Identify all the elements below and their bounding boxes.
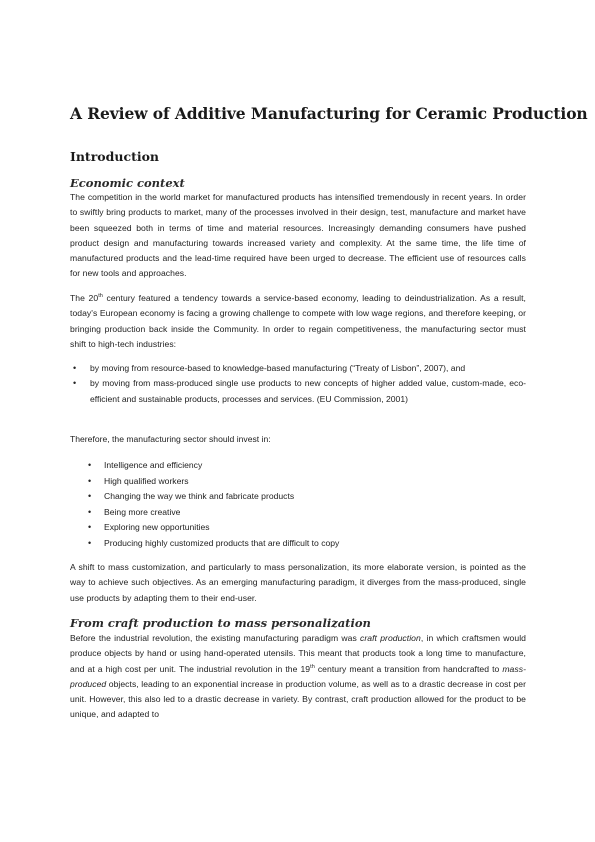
bullet-icon: •: [88, 522, 92, 532]
list-item: [88, 458, 508, 474]
paragraph-text: , in which craftsmen would produce objects by hand or using hand-operated utensils. This meant that products took a long time to manufacture, and at a high cost per unit. The industrial revolution in the 19: [70, 633, 526, 674]
paragraph-industrial-revolution: [70, 631, 526, 723]
list-item: [88, 536, 508, 552]
list-item: [88, 474, 508, 490]
list-item-text: Producing highly customized products that are difficult to copy: [104, 537, 340, 548]
list-item-text: by moving from mass-produced single use products to new concepts of higher added value, custom-made, eco-efficient and sustainable products, processes and services. (EU Commission, 2001): [90, 378, 526, 404]
paragraph-text: objects, leading to an exponential increase in production volume, as well as to a drastic decrease in cost per unit. However, this also led to a drastic decrease in variety. By contrast, craft production allowed for the product to be unique, and adapted to: [70, 678, 526, 720]
paragraph-20th-century: [70, 291, 526, 352]
paragraph-text: Before the industrial revolution, the existing manufacturing paradigm was: [70, 633, 361, 643]
list-item: [70, 376, 526, 407]
list-item: [70, 361, 526, 376]
list-item-text: by moving from resource-based to knowledge-based manufacturing (“Treaty of Lisbon”, 2007), and: [90, 363, 466, 373]
list-item-text: Exploring new opportunities: [104, 522, 210, 532]
list-item: [88, 505, 508, 521]
bullet-list-shift: [70, 361, 526, 407]
bullet-icon: •: [88, 491, 92, 501]
list-item-text: Being more creative: [104, 506, 181, 517]
emphasis-craft-production: craft production: [360, 633, 421, 643]
list-item-text: Intelligence and efficiency: [104, 460, 203, 470]
list-item-text: High qualified workers: [104, 475, 189, 486]
bullet-icon: •: [88, 537, 92, 548]
bullet-icon: •: [73, 363, 77, 373]
list-item: [88, 520, 508, 536]
list-item: [88, 489, 508, 505]
bullet-icon: •: [88, 460, 92, 470]
section-heading-introduction: Introduction: [70, 149, 160, 164]
paper-title: A Review of Additive Manufacturing for Ceramic Production: [70, 104, 588, 123]
paragraph-20th-pre: The 20: [70, 293, 99, 303]
paragraph-competition: The competition in the world market for manufactured products has intensified tremendously in recent years. In order to swiftly bring products to market, many of the processes involved in their design, test, manufacture and market have been squeezed both in terms of time and material resources. Increasingly demanding consumers have pushed product design and manufacturing towards increased variety and complexity. At the same time, the life time of manufactured products and the lead-time required have been urged to decrease. The efficient use of resources calls for new tools and approaches.: [70, 192, 526, 279]
superscript-th: th: [98, 293, 103, 300]
bullet-icon: •: [88, 475, 92, 486]
bullet-icon: •: [73, 378, 77, 389]
subsection-heading-craft-production: From craft production to mass personalization: [70, 616, 371, 630]
subsection-heading-economic-context: Economic context: [70, 176, 185, 190]
paragraph-mass-customization: A shift to mass customization, and particularly to mass personalization, its more elaborate version, is pointed as the way to achieve such objectives. As an emerging manufacturing paradigm, it diverges from the mass-produced, single use products by adapting them to their end-user.: [70, 562, 526, 603]
emphasis-mass-produced: mass-produced: [70, 663, 526, 689]
superscript-th: th: [310, 663, 315, 670]
paragraph-text: century meant a transition from handcrafted to: [314, 663, 503, 674]
paragraph-20th-post: century featured a tendency towards a service-based economy, leading to deindustrialization. As a result, today's European economy is facing a growing challenge to compete with low wage regions, and therefore keeping, or bringing production back inside the Community. In order to regain competitiveness, the manufacturing sector must shift to high-tech industries:: [70, 293, 526, 349]
bullet-icon: •: [88, 506, 92, 517]
list-item-text: Changing the way we think and fabricate products: [104, 491, 295, 501]
bullet-list-invest: [88, 458, 508, 551]
paragraph-therefore: Therefore, the manufacturing sector should invest in:: [70, 434, 271, 444]
